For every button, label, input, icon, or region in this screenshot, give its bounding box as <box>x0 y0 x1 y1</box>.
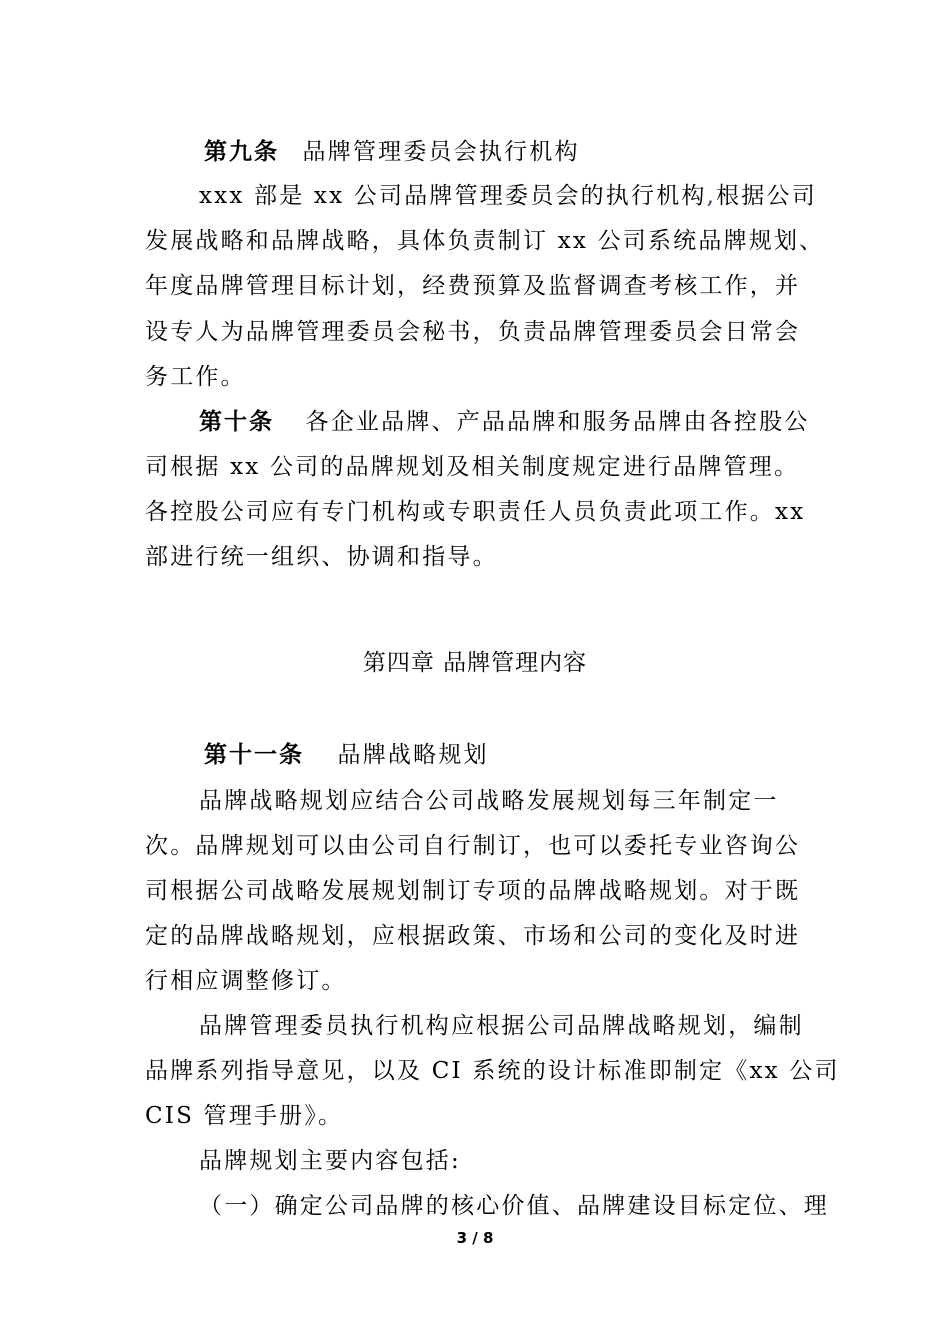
article9-comma: , <box>706 183 717 209</box>
article9-line1-text: xxx 部是 xx 公司品牌管理委员会的执行机构 <box>199 183 707 209</box>
article11-p2-line2: 品牌系列指导意见，以及 CI 系统的设计标准即制定《xx 公司 <box>145 1058 840 1084</box>
article11-p4: （一）确定公司品牌的核心价值、品牌建设目标定位、理 <box>199 1193 829 1219</box>
article11-number: 第十一条 <box>204 742 304 768</box>
article10-line1-text: 各企业品牌、产品品牌和服务品牌由各控股公 <box>305 409 810 435</box>
article11-heading <box>204 740 950 770</box>
article11-p1-line2: 次。品牌规划可以由公司自行制订，也可以委托专业咨询公 <box>145 833 801 859</box>
article9-line1-tail: 根据公司 <box>716 183 817 209</box>
article9-line1 <box>199 181 950 211</box>
article10-line2: 司根据 xx 公司的品牌规划及相关制度规定进行品牌管理。 <box>145 454 800 480</box>
article9-line3: 年度品牌管理目标计划，经费预算及监督调查考核工作，并 <box>145 273 801 299</box>
article10-line1 <box>199 407 950 437</box>
article9-number: 第九条 <box>204 139 279 165</box>
article9-line2: 发展战略和品牌战略，具体负责制订 xx 公司系统品牌规划、 <box>145 228 825 254</box>
article11-p1-line3: 司根据公司战略发展规划制订专项的品牌战略规划。对于既 <box>145 878 801 904</box>
article10-line4: 部进行统一组织、协调和指导。 <box>145 544 498 570</box>
page-number: 3 / 8 <box>456 1229 494 1247</box>
article11-p1-line4: 定的品牌战略规划，应根据政策、市场和公司的变化及时进 <box>145 923 801 949</box>
article11-p2-line1: 品牌管理委员执行机构应根据公司品牌战略规划，编制 <box>199 1013 804 1039</box>
article9-line4: 设专人为品牌管理委员会秘书，负责品牌管理委员会日常会 <box>145 319 801 345</box>
article11-title: 品牌战略规划 <box>337 742 489 768</box>
article11-p3: 品牌规划主要内容包括: <box>199 1148 461 1174</box>
article11-p2-line3: CIS 管理手册》。 <box>145 1103 344 1129</box>
article9-line5: 务工作。 <box>145 364 246 390</box>
article11-p1-line1: 品牌战略规划应结合公司战略发展规划每三年制定一 <box>199 788 779 814</box>
article10-number: 第十条 <box>199 409 274 435</box>
article11-p1-line5: 行相应调整修订。 <box>145 968 347 994</box>
article9-title: 品牌管理委员会执行机构 <box>302 139 580 165</box>
chapter-title: 第四章 品牌管理内容 <box>362 650 588 676</box>
article9-heading <box>204 137 950 167</box>
article10-line3: 各控股公司应有专门机构或专职责任人员负责此项工作。xx <box>145 499 806 525</box>
